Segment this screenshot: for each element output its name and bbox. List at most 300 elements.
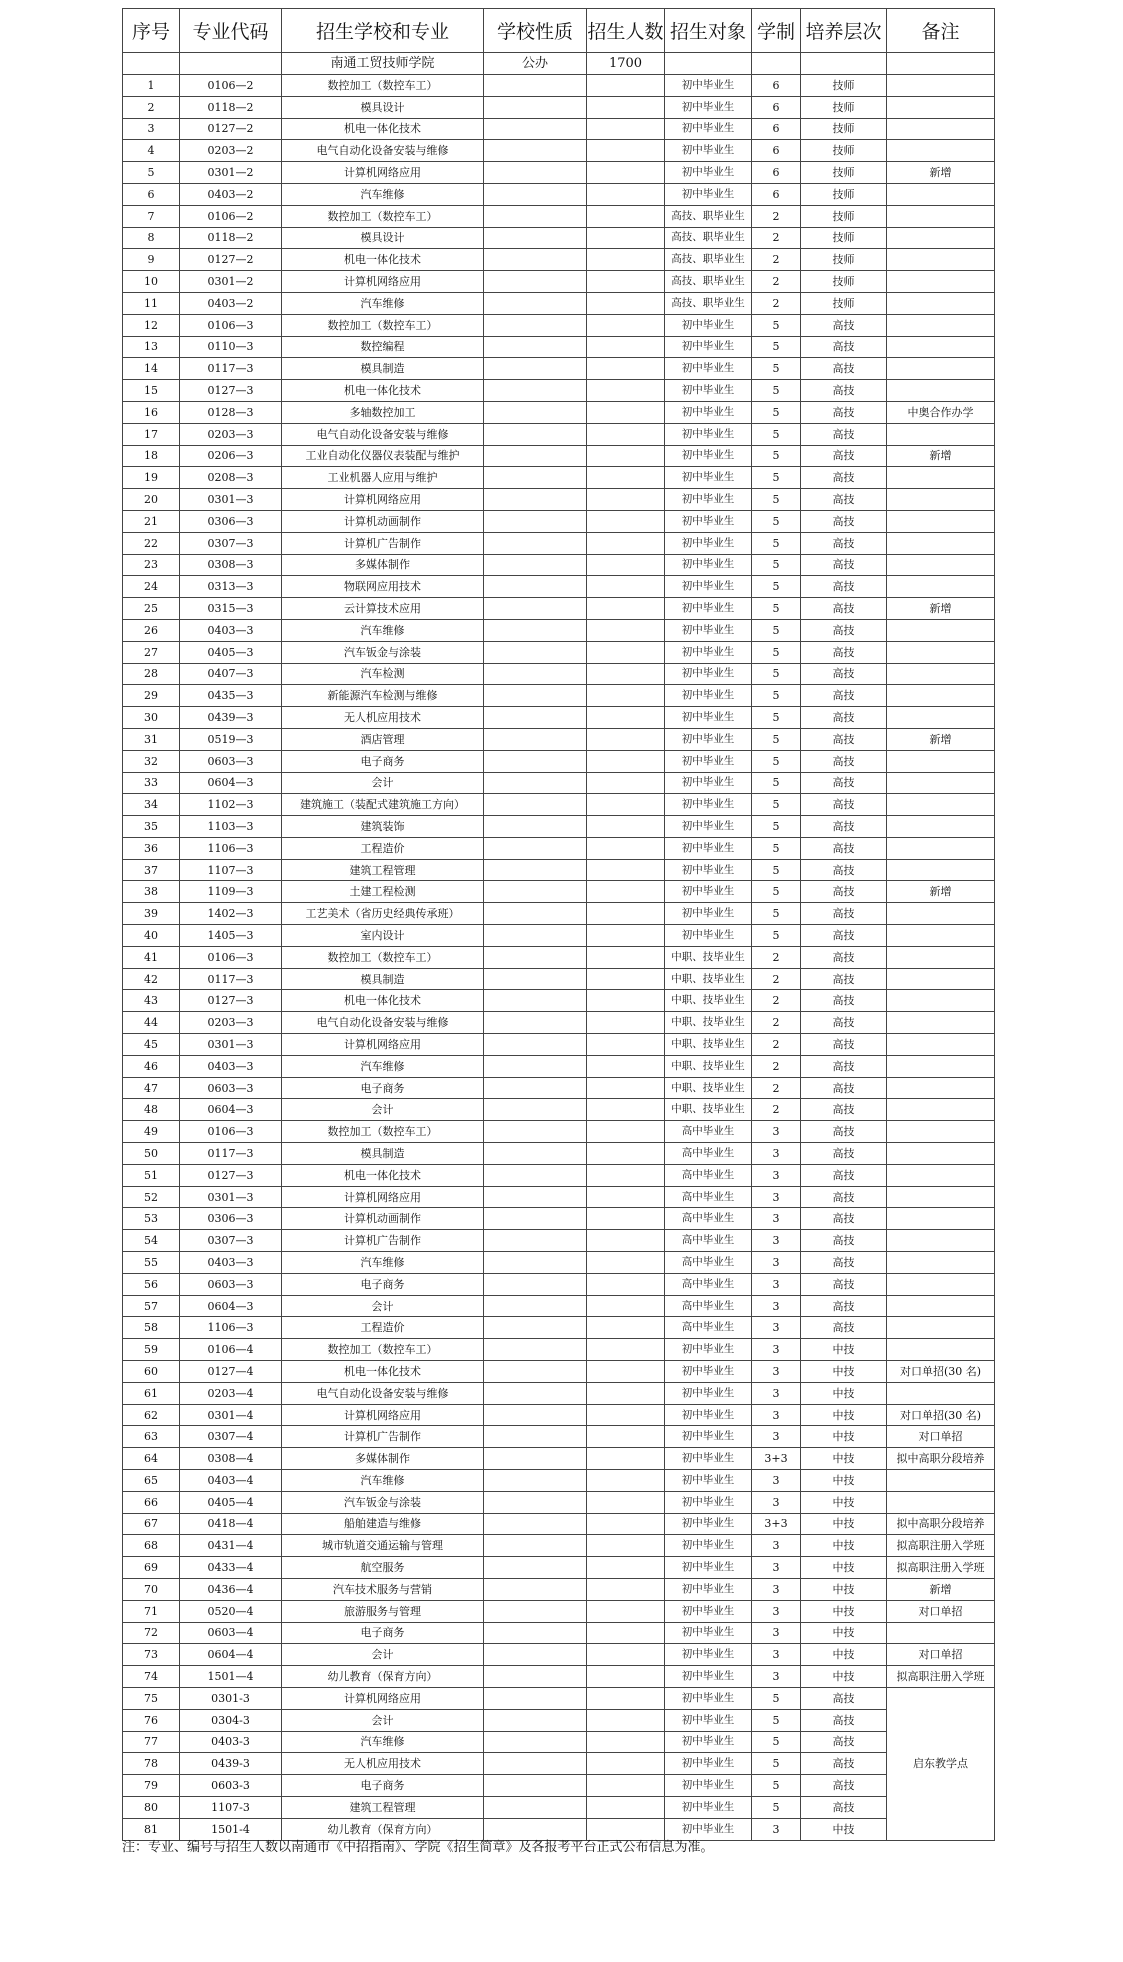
level-cell: 高技 (801, 1709, 887, 1731)
years-cell: 5 (752, 336, 801, 358)
note-cell (887, 1273, 995, 1295)
index-cell: 50 (123, 1143, 180, 1165)
note-cell (887, 423, 995, 445)
target-cell: 初中毕业生 (665, 380, 752, 402)
major-cell: 建筑工程管理 (282, 859, 484, 881)
table-row (123, 1012, 995, 1034)
table-row (123, 1382, 995, 1404)
major-cell: 汽车钣金与涂装 (282, 1491, 484, 1513)
level-cell: 技师 (801, 292, 887, 314)
code-cell: 0118—2 (180, 227, 282, 249)
enrollment-cell (587, 859, 665, 881)
level-cell: 高技 (801, 380, 887, 402)
enrollment-cell (587, 1382, 665, 1404)
index-cell: 41 (123, 946, 180, 968)
nature-cell (484, 1600, 587, 1622)
table-row (123, 380, 995, 402)
target-cell: 初中毕业生 (665, 641, 752, 663)
major-cell: 汽车维修 (282, 619, 484, 641)
code-cell: 0403—2 (180, 183, 282, 205)
target-cell: 高技、职毕业生 (665, 271, 752, 293)
major-cell: 航空服务 (282, 1557, 484, 1579)
code-cell: 0203—3 (180, 423, 282, 445)
years-cell: 5 (752, 903, 801, 925)
target-cell: 初中毕业生 (665, 1644, 752, 1666)
level-cell: 高技 (801, 1208, 887, 1230)
nature-cell (484, 445, 587, 467)
target-cell: 初中毕业生 (665, 750, 752, 772)
header-cell-index: 序号 (123, 9, 180, 53)
major-cell: 电子商务 (282, 1273, 484, 1295)
table-row (123, 1099, 995, 1121)
major-cell: 多轴数控加工 (282, 401, 484, 423)
header-cell-target: 招生对象 (665, 9, 752, 53)
table-row (123, 619, 995, 641)
table-row (123, 641, 995, 663)
years-cell: 2 (752, 968, 801, 990)
table-row (123, 1077, 995, 1099)
enrollment-cell (587, 336, 665, 358)
note-cell (887, 380, 995, 402)
code-cell: 0520—4 (180, 1600, 282, 1622)
major-cell: 船舶建造与维修 (282, 1513, 484, 1535)
major-cell: 数控加工（数控车工） (282, 1121, 484, 1143)
code-cell: 1402—3 (180, 903, 282, 925)
code-cell: 0128—3 (180, 401, 282, 423)
target-cell: 初中毕业生 (665, 1578, 752, 1600)
index-cell: 40 (123, 925, 180, 947)
level-cell: 高技 (801, 750, 887, 772)
level-cell: 高技 (801, 1753, 887, 1775)
major-cell: 汽车维修 (282, 292, 484, 314)
code-cell: 0604—4 (180, 1644, 282, 1666)
level-cell: 高技 (801, 1230, 887, 1252)
index-cell: 72 (123, 1622, 180, 1644)
target-cell: 中职、技毕业生 (665, 1077, 752, 1099)
years-cell: 3 (752, 1622, 801, 1644)
table-row (123, 1578, 995, 1600)
level-cell: 高技 (801, 401, 887, 423)
target-cell: 高技、职毕业生 (665, 249, 752, 271)
level-cell: 中技 (801, 1644, 887, 1666)
code-cell: 0418—4 (180, 1513, 282, 1535)
level-cell: 技师 (801, 227, 887, 249)
nature-cell (484, 249, 587, 271)
index-cell: 44 (123, 1012, 180, 1034)
major-cell: 计算机动画制作 (282, 510, 484, 532)
major-cell: 电气自动化设备安装与维修 (282, 1012, 484, 1034)
level-cell: 技师 (801, 183, 887, 205)
years-cell: 3 (752, 1121, 801, 1143)
target-cell: 初中毕业生 (665, 1687, 752, 1709)
years-cell: 5 (752, 532, 801, 554)
table-row (123, 1208, 995, 1230)
level-cell: 技师 (801, 162, 887, 184)
enrollment-cell (587, 728, 665, 750)
years-cell: 2 (752, 271, 801, 293)
enrollment-cell (587, 380, 665, 402)
nature-cell (484, 162, 587, 184)
target-cell: 高中毕业生 (665, 1121, 752, 1143)
code-cell: 0315—3 (180, 598, 282, 620)
index-cell: 14 (123, 358, 180, 380)
major-cell: 建筑工程管理 (282, 1796, 484, 1818)
table-row (123, 489, 995, 511)
level-cell: 高技 (801, 336, 887, 358)
note-cell: 新增 (887, 728, 995, 750)
years-cell: 3 (752, 1644, 801, 1666)
table-row (123, 576, 995, 598)
target-cell: 高中毕业生 (665, 1186, 752, 1208)
major-cell: 会计 (282, 1709, 484, 1731)
enrollment-cell (587, 1578, 665, 1600)
note-cell (887, 1317, 995, 1339)
index-cell: 2 (123, 96, 180, 118)
nature-cell (484, 1339, 587, 1361)
note-cell (887, 1143, 995, 1165)
enrollment-cell (587, 183, 665, 205)
level-cell: 技师 (801, 118, 887, 140)
major-cell: 汽车钣金与涂装 (282, 641, 484, 663)
note-cell: 新增 (887, 598, 995, 620)
code-cell: 0405—3 (180, 641, 282, 663)
major-cell: 工程造价 (282, 837, 484, 859)
target-cell: 中职、技毕业生 (665, 1012, 752, 1034)
target-cell: 初中毕业生 (665, 685, 752, 707)
level-cell: 高技 (801, 990, 887, 1012)
nature-cell (484, 859, 587, 881)
table-row (123, 663, 995, 685)
major-cell: 电子商务 (282, 1622, 484, 1644)
nature-cell (484, 1491, 587, 1513)
target-cell: 初中毕业生 (665, 772, 752, 794)
code-cell: 1107—3 (180, 859, 282, 881)
enrollment-cell (587, 750, 665, 772)
index-cell: 37 (123, 859, 180, 881)
table-row (123, 859, 995, 881)
header-cell-years: 学制 (752, 9, 801, 53)
nature-cell (484, 1470, 587, 1492)
table-row (123, 1470, 995, 1492)
table-row (123, 1687, 995, 1709)
target-cell: 初中毕业生 (665, 859, 752, 881)
target-cell: 初中毕业生 (665, 489, 752, 511)
table-row (123, 1404, 995, 1426)
target-cell: 高中毕业生 (665, 1164, 752, 1186)
table-row (123, 1644, 995, 1666)
level-cell: 高技 (801, 1687, 887, 1709)
note-cell (887, 1034, 995, 1056)
index-cell: 56 (123, 1273, 180, 1295)
major-cell: 数控加工（数控车工） (282, 946, 484, 968)
major-cell: 计算机广告制作 (282, 1426, 484, 1448)
years-cell: 5 (752, 619, 801, 641)
major-cell: 工程造价 (282, 1317, 484, 1339)
index-cell: 26 (123, 619, 180, 641)
code-cell: 0127—3 (180, 1164, 282, 1186)
code-cell: 0203—2 (180, 140, 282, 162)
header-cell-note: 备注 (887, 9, 995, 53)
years-cell: 5 (752, 598, 801, 620)
index-cell: 66 (123, 1491, 180, 1513)
note-cell (887, 1012, 995, 1034)
target-cell: 初中毕业生 (665, 118, 752, 140)
table-row (123, 1164, 995, 1186)
target-cell: 初中毕业生 (665, 1818, 752, 1840)
nature-cell (484, 881, 587, 903)
major-cell: 电气自动化设备安装与维修 (282, 423, 484, 445)
footnote: 注：专业、编号与招生人数以南通市《中招指南》、学院《招生简章》及各报考平台正式公布信息为准。 (122, 1840, 714, 1855)
level-cell: 技师 (801, 271, 887, 293)
major-cell: 城市轨道交通运输与管理 (282, 1535, 484, 1557)
level-cell: 高技 (801, 816, 887, 838)
index-cell: 39 (123, 903, 180, 925)
nature-cell (484, 925, 587, 947)
nature-cell (484, 1578, 587, 1600)
level-cell: 高技 (801, 1731, 887, 1753)
table-row (123, 1186, 995, 1208)
table-row (123, 249, 995, 271)
enrollment-cell (587, 1273, 665, 1295)
target-cell: 中职、技毕业生 (665, 1099, 752, 1121)
major-cell: 汽车维修 (282, 1731, 484, 1753)
nature-cell (484, 1208, 587, 1230)
note-cell (887, 619, 995, 641)
code-cell: 0106—3 (180, 1121, 282, 1143)
level-cell: 中技 (801, 1578, 887, 1600)
years-cell: 2 (752, 1099, 801, 1121)
index-cell: 76 (123, 1709, 180, 1731)
code-cell: 1109—3 (180, 881, 282, 903)
target-cell: 初中毕业生 (665, 619, 752, 641)
level-cell: 高技 (801, 554, 887, 576)
major-cell: 云计算技术应用 (282, 598, 484, 620)
index-cell: 45 (123, 1034, 180, 1056)
major-cell: 电气自动化设备安装与维修 (282, 1382, 484, 1404)
nature-cell (484, 946, 587, 968)
code-cell: 0118—2 (180, 96, 282, 118)
merged-note-cell: 启东教学点 (887, 1687, 995, 1840)
index-cell: 25 (123, 598, 180, 620)
school-nature: 公办 (484, 53, 587, 75)
major-cell: 计算机广告制作 (282, 532, 484, 554)
note-cell: 对口单招 (887, 1644, 995, 1666)
major-cell: 计算机广告制作 (282, 1230, 484, 1252)
enrollment-cell (587, 903, 665, 925)
level-cell: 中技 (801, 1382, 887, 1404)
code-cell: 0603-3 (180, 1775, 282, 1797)
nature-cell (484, 1796, 587, 1818)
years-cell: 2 (752, 946, 801, 968)
nature-cell (484, 358, 587, 380)
nature-cell (484, 903, 587, 925)
target-cell: 初中毕业生 (665, 1339, 752, 1361)
note-cell (887, 532, 995, 554)
index-cell: 28 (123, 663, 180, 685)
note-cell (887, 75, 995, 97)
level-cell: 高技 (801, 1273, 887, 1295)
code-cell: 0301—3 (180, 1034, 282, 1056)
major-cell: 计算机网络应用 (282, 271, 484, 293)
table-row (123, 881, 995, 903)
target-cell: 初中毕业生 (665, 1426, 752, 1448)
table-row (123, 794, 995, 816)
table-row (123, 1230, 995, 1252)
years-cell: 3 (752, 1818, 801, 1840)
enrollment-cell (587, 1230, 665, 1252)
target-cell: 初中毕业生 (665, 663, 752, 685)
note-cell (887, 1491, 995, 1513)
major-cell: 机电一体化技术 (282, 1164, 484, 1186)
enrollment-cell (587, 205, 665, 227)
note-cell: 对口单招(30 名) (887, 1404, 995, 1426)
major-cell: 汽车技术服务与营销 (282, 1578, 484, 1600)
table-row (123, 1273, 995, 1295)
note-cell: 中奥合作办学 (887, 401, 995, 423)
major-cell: 计算机网络应用 (282, 1186, 484, 1208)
major-cell: 新能源汽车检测与维修 (282, 685, 484, 707)
enrollment-cell (587, 1252, 665, 1274)
level-cell: 高技 (801, 1775, 887, 1797)
index-cell: 65 (123, 1470, 180, 1492)
target-cell: 中职、技毕业生 (665, 968, 752, 990)
index-cell: 24 (123, 576, 180, 598)
note-cell (887, 1252, 995, 1274)
note-cell (887, 314, 995, 336)
index-cell: 13 (123, 336, 180, 358)
table-row (123, 925, 995, 947)
target-cell: 初中毕业生 (665, 1361, 752, 1383)
target-cell: 初中毕业生 (665, 423, 752, 445)
index-cell: 63 (123, 1426, 180, 1448)
code-cell: 0403—4 (180, 1470, 282, 1492)
index-cell: 6 (123, 183, 180, 205)
enrollment-cell (587, 1775, 665, 1797)
enrollment-cell (587, 1426, 665, 1448)
level-cell: 中技 (801, 1513, 887, 1535)
note-cell (887, 1077, 995, 1099)
target-cell: 初中毕业生 (665, 140, 752, 162)
code-cell: 0127—2 (180, 118, 282, 140)
target-cell: 初中毕业生 (665, 445, 752, 467)
nature-cell (484, 1709, 587, 1731)
nature-cell (484, 728, 587, 750)
code-cell: 0117—3 (180, 358, 282, 380)
level-cell: 高技 (801, 1295, 887, 1317)
level-cell: 中技 (801, 1404, 887, 1426)
years-cell: 5 (752, 380, 801, 402)
code-cell: 1106—3 (180, 1317, 282, 1339)
major-cell: 数控加工（数控车工） (282, 205, 484, 227)
nature-cell (484, 1034, 587, 1056)
nature-cell (484, 1273, 587, 1295)
note-cell: 对口单招 (887, 1600, 995, 1622)
index-cell: 77 (123, 1731, 180, 1753)
index-cell: 74 (123, 1666, 180, 1688)
years-cell: 5 (752, 728, 801, 750)
level-cell: 高技 (801, 1077, 887, 1099)
code-cell: 0403—3 (180, 1055, 282, 1077)
school-enrollment: 1700 (587, 53, 665, 75)
table-cell (180, 53, 282, 75)
major-cell: 机电一体化技术 (282, 118, 484, 140)
years-cell: 3 (752, 1339, 801, 1361)
code-cell: 0301—2 (180, 271, 282, 293)
index-cell: 5 (123, 162, 180, 184)
table-row (123, 445, 995, 467)
major-cell: 建筑施工（装配式建筑施工方向） (282, 794, 484, 816)
enrollment-cell (587, 1666, 665, 1688)
index-cell: 34 (123, 794, 180, 816)
major-cell: 无人机应用技术 (282, 707, 484, 729)
code-cell: 1102—3 (180, 794, 282, 816)
code-cell: 0439-3 (180, 1753, 282, 1775)
index-cell: 52 (123, 1186, 180, 1208)
years-cell: 5 (752, 423, 801, 445)
index-cell: 35 (123, 816, 180, 838)
code-cell: 0301—3 (180, 1186, 282, 1208)
table-row (123, 1731, 995, 1753)
target-cell: 初中毕业生 (665, 96, 752, 118)
nature-cell (484, 1252, 587, 1274)
code-cell: 0106—4 (180, 1339, 282, 1361)
code-cell: 0106—3 (180, 946, 282, 968)
code-cell: 0403-3 (180, 1731, 282, 1753)
years-cell: 5 (752, 881, 801, 903)
years-cell: 3 (752, 1578, 801, 1600)
level-cell: 高技 (801, 619, 887, 641)
table-row (123, 510, 995, 532)
nature-cell (484, 467, 587, 489)
code-cell: 0405—4 (180, 1491, 282, 1513)
major-cell: 电子商务 (282, 1077, 484, 1099)
enrollment-cell (587, 685, 665, 707)
table-row (123, 292, 995, 314)
years-cell: 6 (752, 140, 801, 162)
level-cell: 高技 (801, 968, 887, 990)
code-cell: 0106—3 (180, 314, 282, 336)
level-cell: 高技 (801, 859, 887, 881)
code-cell: 0208—3 (180, 467, 282, 489)
note-cell (887, 1208, 995, 1230)
table-row (123, 532, 995, 554)
code-cell: 0301-3 (180, 1687, 282, 1709)
enrollment-cell (587, 1622, 665, 1644)
table-row (123, 837, 995, 859)
target-cell: 高中毕业生 (665, 1230, 752, 1252)
note-cell (887, 1339, 995, 1361)
years-cell: 2 (752, 227, 801, 249)
enrollment-cell (587, 1164, 665, 1186)
target-cell: 初中毕业生 (665, 162, 752, 184)
note-cell: 新增 (887, 445, 995, 467)
nature-cell (484, 1753, 587, 1775)
index-cell: 75 (123, 1687, 180, 1709)
target-cell: 高中毕业生 (665, 1143, 752, 1165)
major-cell: 电子商务 (282, 750, 484, 772)
table-row (123, 401, 995, 423)
years-cell: 5 (752, 641, 801, 663)
note-cell: 拟高职注册入学班 (887, 1557, 995, 1579)
index-cell: 17 (123, 423, 180, 445)
note-cell (887, 1295, 995, 1317)
table-row (123, 1491, 995, 1513)
code-cell: 0127—3 (180, 990, 282, 1012)
index-cell: 62 (123, 1404, 180, 1426)
note-cell (887, 968, 995, 990)
target-cell: 初中毕业生 (665, 1382, 752, 1404)
level-cell: 高技 (801, 1252, 887, 1274)
